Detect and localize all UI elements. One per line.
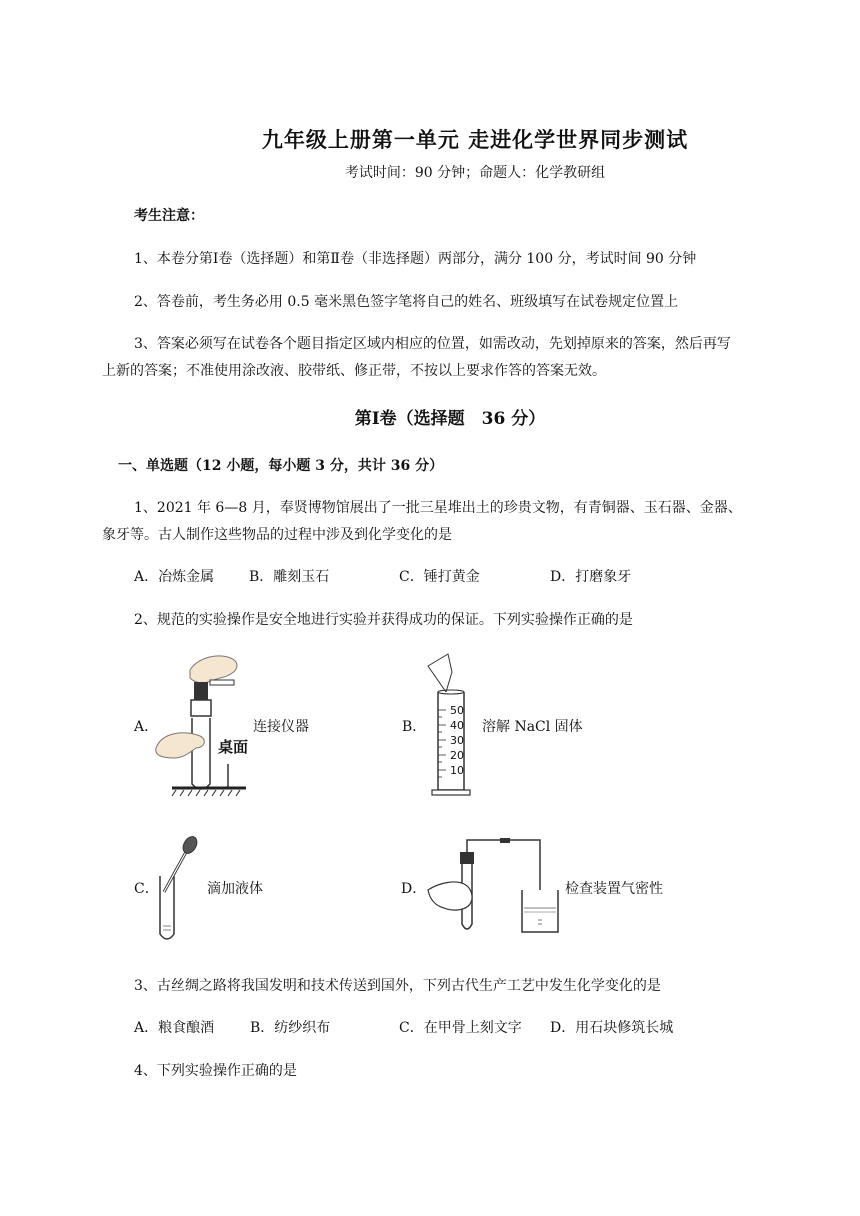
q3-option-a[interactable]: A．粮食酿酒 [134, 1020, 215, 1036]
q3-option-b[interactable]: B．纺纱织布 [250, 1020, 331, 1036]
page-title: 九年级上册第一单元 走进化学世界同步测试 [261, 127, 689, 152]
notice-heading: 考生注意： [134, 208, 204, 224]
notice-item-3-line2: 上新的答案；不准使用涂改液、胶带纸、修正带，不按以上要求作答的答案无效。 [102, 363, 606, 379]
q1-stem-line2: 象牙等。古人制作这些物品的过程中涉及到化学变化的是 [102, 527, 452, 543]
tick-label-30: 30 [450, 734, 464, 747]
q2-option-d-caption: 检查装置气密性 [565, 881, 663, 897]
q1-option-c[interactable]: C．锤打黄金 [399, 569, 480, 585]
tick-label-40: 40 [450, 719, 464, 732]
q1-option-a[interactable]: A．冶炼金属 [134, 569, 215, 585]
tick-label-50: 50 [450, 704, 464, 717]
notice-item-3-line1: 3、答案必须写在试卷各个题目指定区域内相应的位置，如需改动，先划掉原来的答案，然后再写 [134, 336, 731, 352]
tick-label-10: 10 [450, 764, 464, 777]
q2-option-c-caption: 滴加液体 [207, 881, 263, 897]
connect-apparatus-figure [150, 652, 250, 798]
q2-option-b-letter[interactable]: B． [402, 719, 427, 735]
part-heading: 一、单选题（12 小题，每小题 3 分，共计 36 分） [118, 458, 444, 474]
q3-option-c[interactable]: C．在甲骨上刻文字 [399, 1020, 522, 1036]
airtightness-check-figure [426, 838, 566, 938]
q2-option-a-letter[interactable]: A． [134, 719, 159, 735]
notice-item-1: 1、本卷分第Ⅰ卷（选择题）和第Ⅱ卷（非选择题）两部分，满分 100 分，考试时间 90 分钟 [134, 251, 697, 267]
q2-stem: 2、规范的实验操作是安全地进行实验并获得成功的保证。下列实验操作正确的是 [134, 612, 633, 628]
graduated-cylinder-figure [424, 652, 474, 798]
tick-label-20: 20 [450, 749, 464, 762]
q3-option-d[interactable]: D．用石块修筑长城 [550, 1020, 674, 1036]
q4-stem: 4、下列实验操作正确的是 [134, 1063, 297, 1079]
q1-option-b[interactable]: B．雕刻玉石 [249, 569, 330, 585]
table-surface-label: 桌面 [218, 738, 249, 756]
dropper-figure [150, 834, 200, 946]
q2-option-b-caption: 溶解 NaCl 固体 [482, 719, 583, 735]
notice-item-2: 2、答卷前，考生务必用 0.5 毫米黑色签字笔将自己的姓名、班级填写在试卷规定位置上 [134, 294, 679, 310]
q1-stem-line1: 1、2021 年 6—8 月，奉贤博物馆展出了一批三星堆出土的珍贵文物，有青铜器、玉石器、金器、 [134, 500, 742, 516]
q3-stem: 3、古丝绸之路将我国发明和技术传送到国外，下列古代生产工艺中发生化学变化的是 [134, 978, 661, 994]
page-subtitle: 考试时间：90 分钟；命题人：化学教研组 [344, 165, 606, 181]
q1-option-d[interactable]: D．打磨象牙 [550, 569, 632, 585]
q2-option-c-letter[interactable]: C． [134, 881, 159, 897]
section-title: 第Ⅰ卷（选择题 36 分） [354, 409, 546, 429]
q2-option-d-letter[interactable]: D． [401, 881, 427, 897]
q2-option-a-caption: 连接仪器 [253, 719, 309, 735]
cylinder-tick-labels [450, 703, 464, 778]
